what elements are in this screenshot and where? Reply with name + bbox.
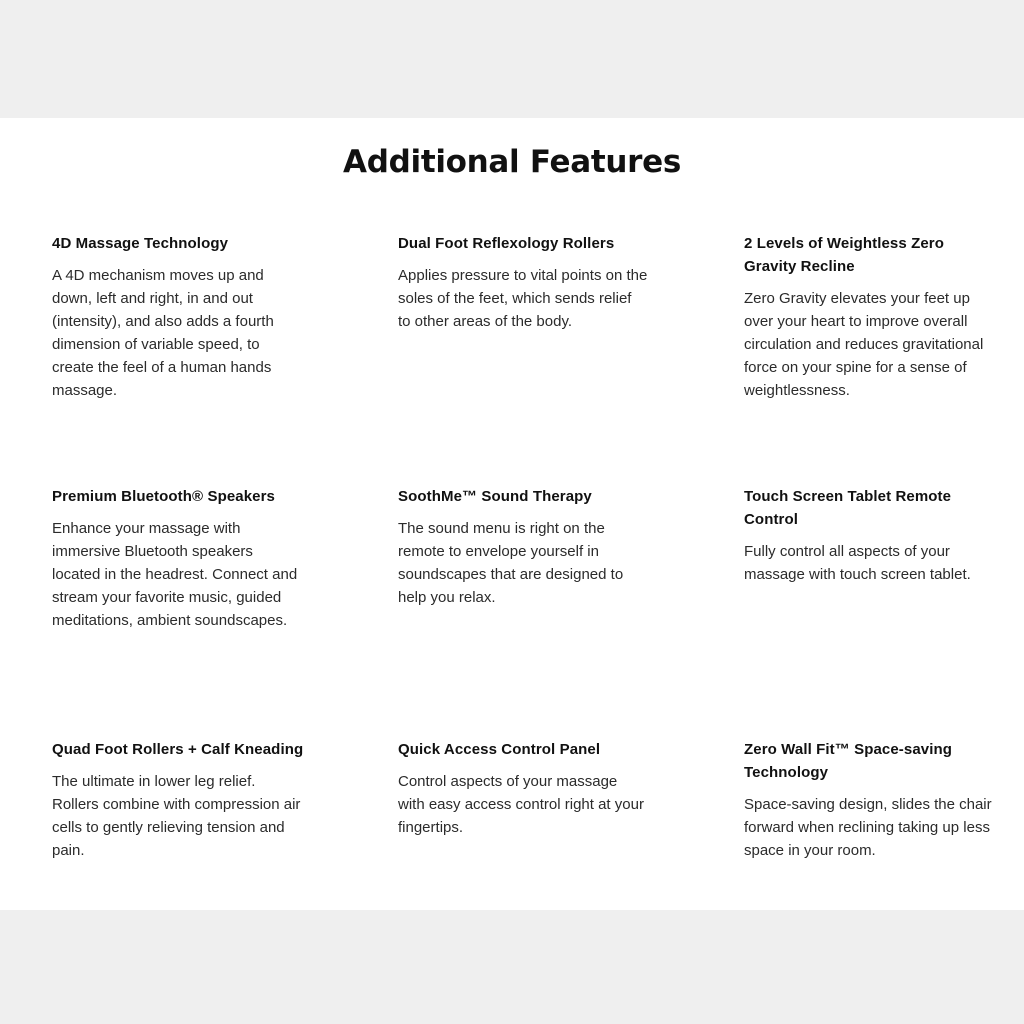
feature-4d-massage [52, 232, 304, 402]
feature-control-panel [398, 738, 648, 839]
feature-zero-gravity [744, 232, 999, 402]
feature-foot-reflexology [398, 232, 648, 333]
feature-title: 2 Levels of Weightless Zero Gravity Recline [744, 235, 944, 275]
feature-bluetooth-speakers [52, 485, 304, 632]
feature-description: The ultimate in lower leg relief. Rollers combine with compression air cells to gently relieving tension and pain. [52, 773, 301, 859]
feature-description: Control aspects of your massage with easy access control right at your fingertips. [398, 773, 644, 836]
feature-zero-wall-fit [744, 738, 999, 862]
feature-description: Applies pressure to vital points on the soles of the feet, which sends relief to other areas of the body. [398, 267, 648, 330]
feature-description: The sound menu is right on the remote to envelope yourself in soundscapes that are designed to help you relax. [398, 520, 624, 606]
section-title: Additional Features [343, 144, 681, 180]
features-panel [0, 118, 1024, 910]
feature-description: Space-saving design, slides the chair forward when reclining taking up less space in your room. [744, 796, 992, 859]
feature-description: Fully control all aspects of your massage with touch screen tablet. [744, 543, 971, 583]
feature-description: Zero Gravity elevates your feet up over your heart to improve overall circulation and reduces gravitational force on your spine for a sense of weightlessness. [744, 290, 984, 399]
feature-title: Touch Screen Tablet Remote Control [744, 488, 952, 528]
feature-tablet-remote [744, 485, 999, 586]
feature-title: Zero Wall Fit™ Space-saving Technology [744, 741, 953, 781]
feature-sound-therapy [398, 485, 648, 609]
feature-title: Quad Foot Rollers + Calf Kneading [52, 741, 304, 758]
feature-quad-foot-rollers [52, 738, 304, 862]
feature-title: 4D Massage Technology [52, 235, 229, 252]
feature-title: Quick Access Control Panel [398, 741, 601, 758]
feature-description: Enhance your massage with immersive Bluetooth speakers located in the headrest. Connect and stream your favorite music, guided meditations, ambient soundscapes. [52, 520, 298, 629]
feature-title: Dual Foot Reflexology Rollers [398, 235, 615, 252]
feature-title: SoothMe™ Sound Therapy [398, 488, 592, 505]
feature-description: A 4D mechanism moves up and down, left and right, in and out (intensity), and also adds a fourth dimension of variable speed, to create the feel of a human hands massage. [52, 267, 274, 399]
feature-title: Premium Bluetooth® Speakers [52, 488, 275, 505]
